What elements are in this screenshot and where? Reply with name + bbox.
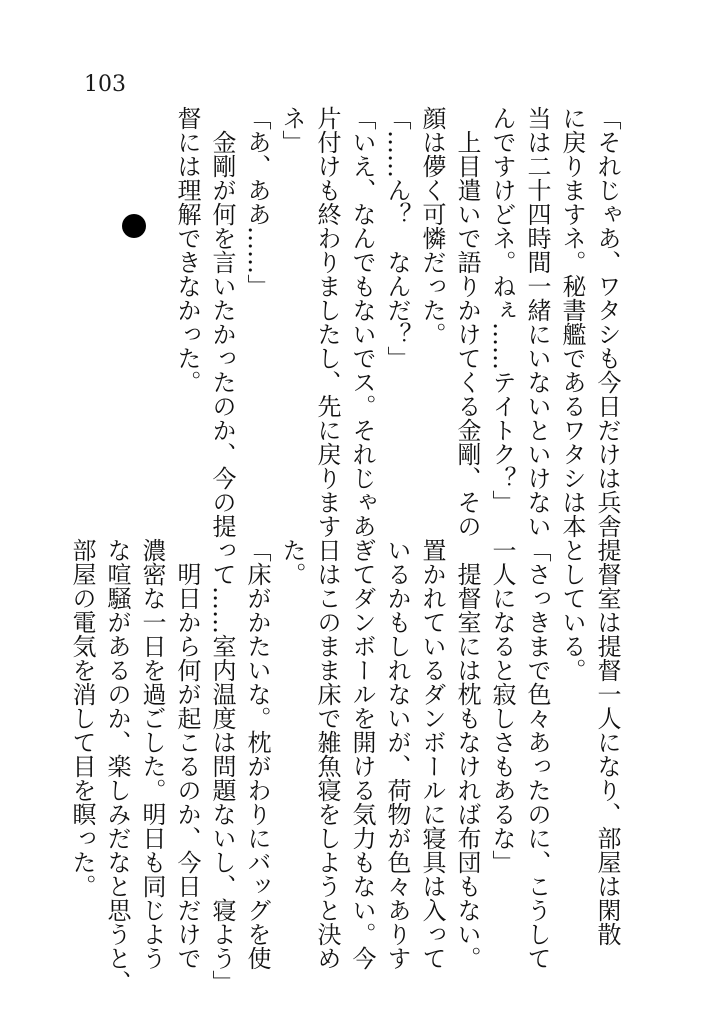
text-column: 提督室は提督一人になり、部屋は閑散 [593,538,621,946]
text-column: 日はこのまま床で雑魚寝をしようと決め [313,538,341,970]
text-column: 顔は儚く可憐だった。 [418,106,446,346]
text-column: 「それじゃあ、ワタシも今日だけは兵舎 [593,106,621,538]
text-column: 明日から何が起こるのか、今日だけで [173,538,201,970]
text-column: 当は二十四時間一緒にいないといけない [523,106,551,538]
text-column: た。 [278,538,306,586]
text-column: 濃密な一日を過ごした。明日も同じよう [138,538,166,970]
text-column: んですけどネ。ねぇ……テイトク？」 [488,106,516,514]
text-column: としている。 [558,538,586,682]
section-break-dot [122,214,146,238]
text-column: 「さっきまで色々あったのに、こうして [523,538,551,970]
text-column: な喧騒があるのか、楽しみだなと思うと、 [103,538,131,994]
text-column: 「あ、ああ……」 [243,106,271,298]
text-column: 上目遣いで語りかけてくる金剛、その [453,106,481,538]
page-number: 103 [84,72,126,97]
text-column: 提督室には枕もなければ布団もない。 [453,538,481,970]
text-column: 「いえ、なんでもないでス。それじゃあ [348,106,376,538]
text-column: 「……ん？ なんだ？」 [383,106,411,370]
text-column: いるかもしれないが、荷物が色々ありす [383,538,411,970]
text-column: 置かれているダンボールに寝具は入って [418,538,446,970]
text-column: 部屋の電気を消して目を瞑った。 [68,538,96,898]
text-column: ネ」 [278,106,306,154]
text-column: 「床がかたいな。枕がわりにバッグを使 [243,538,271,970]
text-column: 金剛が何を言いたかったのか、今の提 [208,106,236,538]
text-column: 片付けも終わりましたし、先に戻ります [313,106,341,538]
text-column: 督には理解できなかった。 [173,106,201,394]
text-column: って……室内温度は問題ないし、寝よう」 [208,538,236,994]
text-column: に戻りますネ。秘書艦であるワタシは本 [558,106,586,538]
text-column: ぎてダンボールを開ける気力もない。今 [348,538,376,970]
text-column: 一人になると寂しさもあるな」 [488,538,516,874]
